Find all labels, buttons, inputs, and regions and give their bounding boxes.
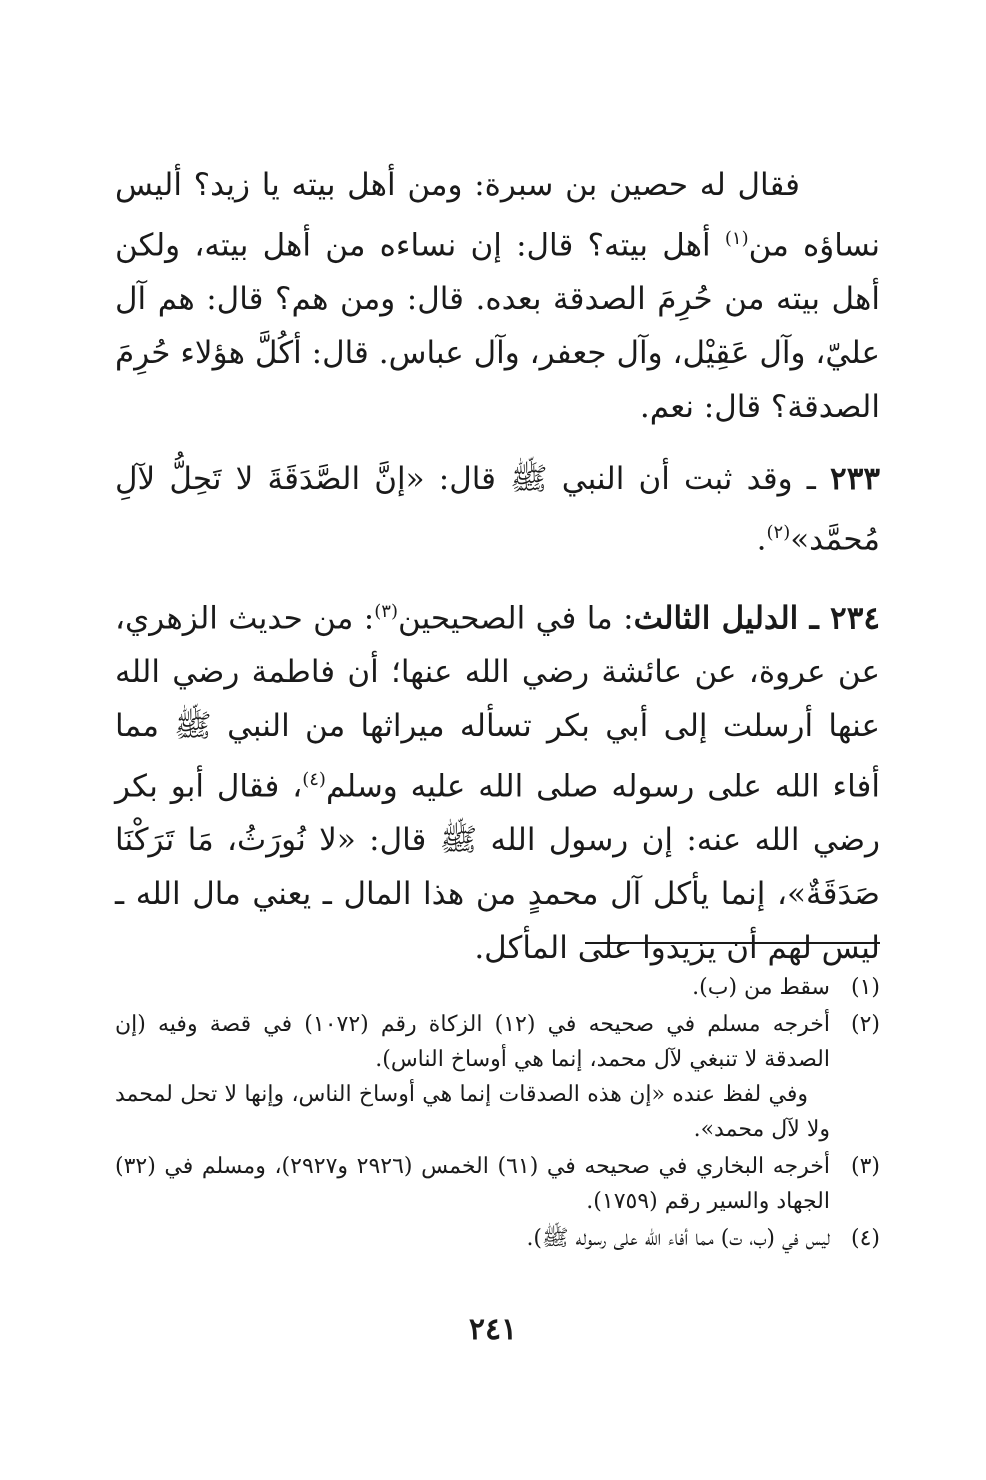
paragraph-233-end: . — [756, 521, 767, 558]
paragraph-234-text-end: ، فقال أبو بكر رضي الله عنه: إن رسول الله ﷺ قال: «لا نُورَثُ، مَا تَرَكْنَا صَدَقَةٌ»، إنما يأكل آل محمدٍ من هذا المال ـ يعني مال الله ـ ليس لهم أن يزيدوا على المأكل. — [115, 768, 880, 967]
paragraph-234-text-cont: : من حديث الزهري، عن عروة، عن عائشة رضي الله عنها؛ أن فاطمة رضي الله عنها أرسلت إلى أبي بكر تسأله ميراثها من النبي ﷺ مما أفاء الله على رسوله صلى الله عليه وسلم — [115, 599, 880, 805]
footnote-mark: (٢) — [850, 1012, 880, 1037]
footnote-mark: (٣) — [850, 1154, 880, 1179]
footnote-4 — [115, 1221, 880, 1256]
footnotes — [115, 968, 880, 1256]
paragraph-number-234: ٢٣٤ — [830, 599, 880, 636]
footnote-ref-2[interactable]: (٢) — [766, 522, 791, 544]
footnote-ref-1[interactable]: (١) — [724, 228, 749, 249]
footnote-text: أخرجه مسلم في صحيحه في (١٢) الزكاة رقم (١٠٧٢) في قصة وفيه (إن الصدقة لا تنبغي لآل محمد، إنما هي أوساخ الناس). — [115, 1012, 830, 1072]
paragraph-234-lead: ـ الدليل الثالث — [633, 599, 831, 636]
footnote-1 — [115, 970, 880, 1005]
page-number: ٢٤١ — [468, 1312, 518, 1347]
footnote-2 — [115, 1007, 880, 1147]
footnote-text: ليس في (ب، ت) مما أفاء الله على رسوله ﷺ). — [526, 1226, 830, 1251]
paragraph-234 — [115, 585, 880, 976]
paragraph-233 — [115, 452, 880, 566]
footnote-3 — [115, 1149, 880, 1219]
paragraph-1 — [115, 158, 880, 434]
footnote-mark: (١) — [850, 975, 880, 1000]
footnote-mark: (٤) — [850, 1226, 880, 1251]
paragraph-234-text: : ما في الصحيحين — [397, 599, 634, 636]
page-body — [115, 150, 880, 975]
footnote-ref-3[interactable]: (٣) — [374, 600, 398, 622]
paragraph-233-text: ـ وقد ثبت أن النبي ﷺ قال: «إنَّ الصَّدَقَةَ لا تَحِلُّ لآلِ مُحمَّد» — [115, 461, 880, 558]
footnote-text: أخرجه البخاري في صحيحه في (٦١) الخمس (٢٩٢٦ و٢٩٢٧)، ومسلم في (٣٢) الجهاد والسير رقم (١٧٥٩). — [115, 1154, 830, 1214]
paragraph-1-text: فقال له حصين بن سبرة: ومن أهل بيته يا زيد؟ أليس نساؤه من — [115, 167, 880, 264]
footnote-body — [115, 1007, 830, 1147]
footnote-divider — [585, 942, 880, 944]
footnote-continuation: وفي لفظ عنده «إن هذه الصدقات إنما هي أوساخ الناس، وإنها لا تحل لمحمد ولا لآل محمد». — [115, 1082, 830, 1142]
paragraph-1-text-cont: أهل بيته؟ قال: إن نساءه من أهل بيته، ولكن أهل بيته من حُرِمَ الصدقة بعده. قال: ومن هم؟ قال: هم آل عليّ، وآل عَقِيْل، وآل جعفر، وآل عباس. قال: أكُلَّ هؤلاء حُرِمَ الصدقة؟ قال: نعم. — [115, 227, 880, 426]
main-text — [115, 158, 880, 975]
footnote-text: سقط من (ب). — [692, 975, 830, 1000]
footnote-ref-4[interactable]: (٤) — [302, 768, 326, 790]
paragraph-number-233: ٢٣٣ — [830, 461, 880, 498]
